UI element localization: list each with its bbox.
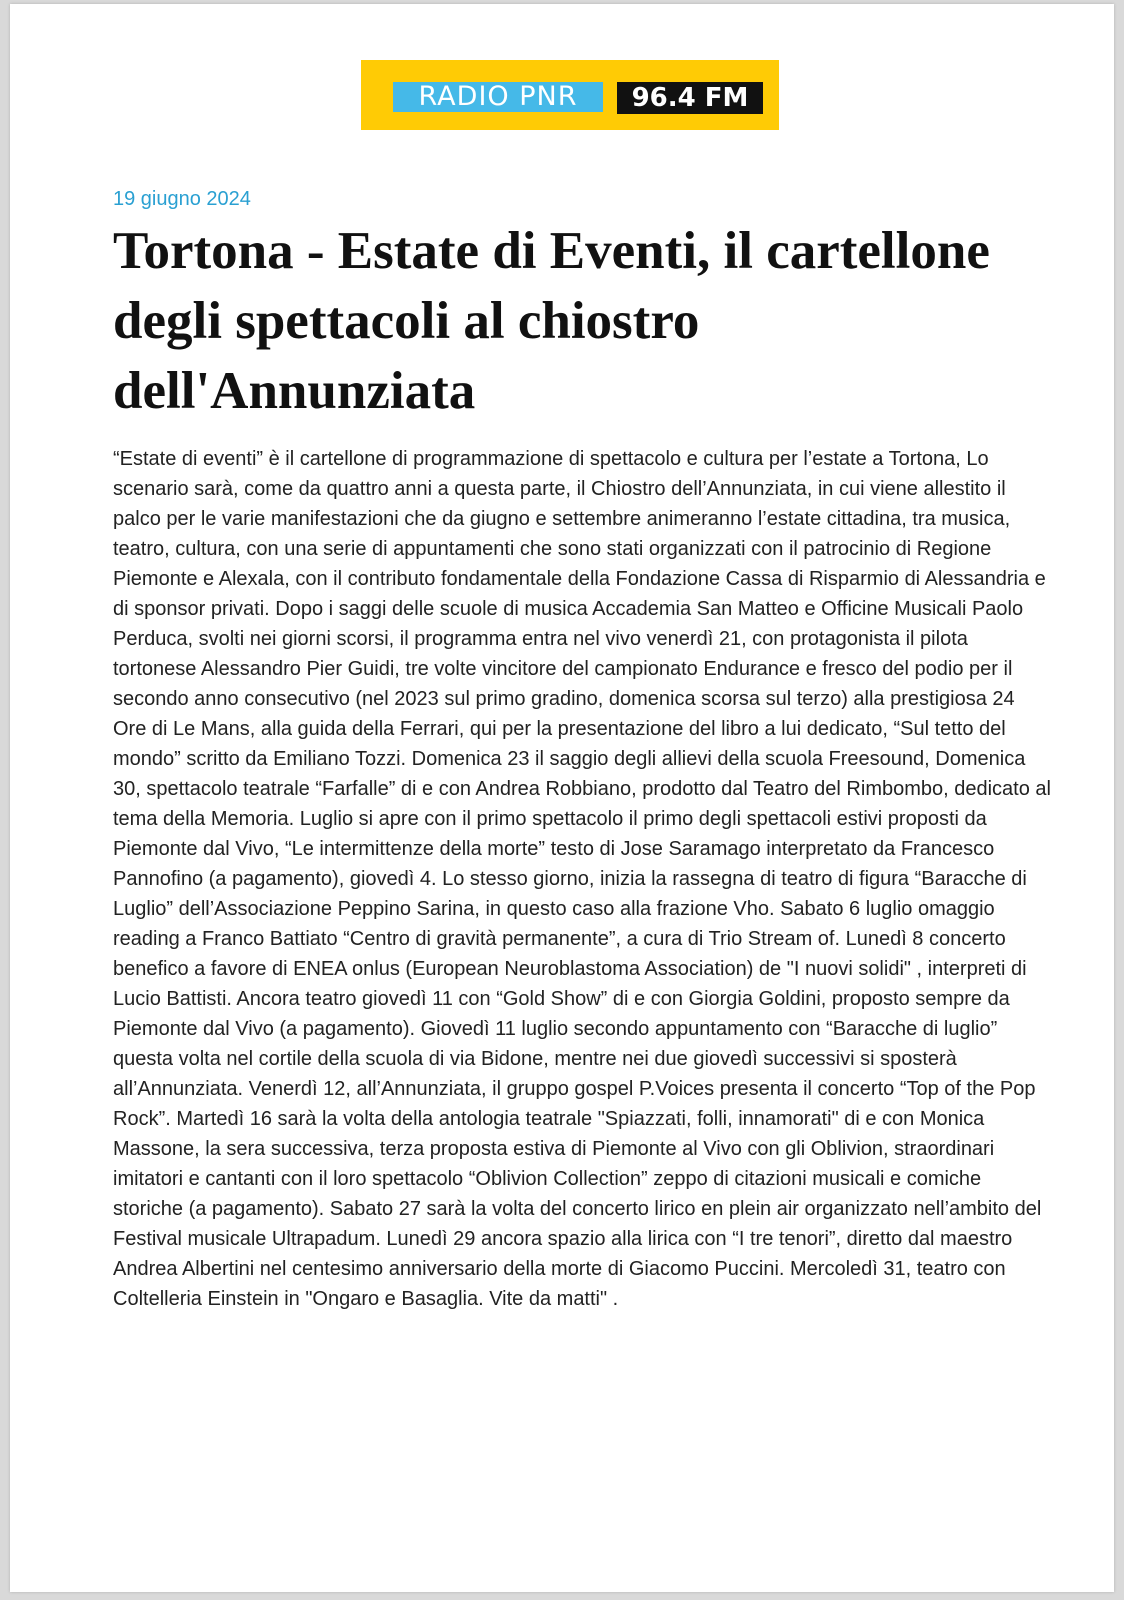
- article-date: 19 giugno 2024: [113, 188, 251, 210]
- article-body: “Estate di eventi” è il cartellone di programmazione di spettacolo e cultura per l’estate a Tortona, Lo scenario sarà, come da quattro anni a questa parte, il Chiostro dell’Annunziata, in cui viene allestito il palco per le varie manifestazioni che da giugno e settembre animeranno l’estate cittadina, tra musica, teatro, cultura, con una serie di appuntamenti che sono stati organizzati con il patrocinio di Regione Piemonte e Alexala, con il contributo fondamentale della Fondazione Cassa di Risparmio di Alessandria e di sponsor privati. Dopo i saggi delle scuole di musica Accademia San Matteo e Officine Musicali Paolo Perduca, svolti nei giorni scorsi, il programma entra nel vivo venerdì 21, con protagonista il pilota tortonese Alessandro Pier Guidi, tre volte vincitore del campionato Endurance e fresco del podio per il secondo anno consecutivo (nel 2023 sul primo gradino, domenica scorsa sul terzo) alla prestigiosa 24 Ore di Le Mans, alla guida della Ferrari, qui per la presentazione del libro a lui dedicato, “Sul tetto del mondo” scritto da Emiliano Tozzi. Domenica 23 il saggio degli allievi della scuola Freesound, Domenica 30, spettacolo teatrale “Farfalle” di e con Andrea Robbiano, prodotto dal Teatro del Rimbombo, dedicato al tema della Memoria. Luglio si apre con il primo spettacolo il primo degli spettacoli estivi proposti da Piemonte dal Vivo, “Le intermittenze della morte” testo di Jose Saramago interpretato da Francesco Pannofino (a pagamento), giovedì 4. Lo stesso giorno, inizia la rassegna di teatro di figura “Baracche di Luglio” dell’Associazione Peppino Sarina, in questo caso alla frazione Vho. Sabato 6 luglio omaggio reading a Franco Battiato “Centro di gravità permanente”, a cura di Trio Stream of. Lunedì 8 concerto benefico a favore di ENEA onlus (European Neuroblastoma Association) de "I nuovi solidi" , interpreti di Lucio Battisti. Ancora teatro giovedì 11 con “Gold Show” di e con Giorgia Goldini, proposto sempre da Piemonte dal Vivo (a pagamento). Giovedì 11 luglio secondo appuntamento con “Baracche di luglio” questa volta nel cortile della scuola di via Bidone, mentre nei due giovedì successivi si sposterà all’Annunziata. Venerdì 12, all’Annunziata, il gruppo gospel P.Voices presenta il concerto “Top of the Pop Rock”. Martedì 16 sarà la volta della antologia teatrale "Spiazzati, folli, innamorati" di e con Monica Massone, la sera successiva, terza proposta estiva di Piemonte al Vivo con gli Oblivion, straordinari imitatori e cantanti con il loro spettacolo “Oblivion Collection” zeppo di citazioni musicali e comiche storiche (a pagamento). Sabato 27 sarà la volta del concerto lirico en plein air organizzato nell’ambito del Festival musicale Ultrapadum. Lunedì 29 ancora spazio alla lirica con “I tre tenori”, diretto dal maestro Andrea Albertini nel centesimo anniversario della morte di Giacomo Puccini. Mercoledì 31, teatro con Coltelleria Einstein in "Ongaro e Basaglia. Vite da matti" .: [113, 448, 1051, 1310]
- article-title: Tortona - Estate di Eventi, il cartellone degli spettacoli al chiostro dell'Annunziata: [113, 222, 990, 420]
- logo-frequency-text: 96.4 FM: [617, 82, 763, 114]
- logo-radio-text: RADIO PNR: [393, 82, 603, 112]
- radio-pnr-logo: [361, 60, 779, 130]
- document-page: [10, 4, 1114, 1592]
